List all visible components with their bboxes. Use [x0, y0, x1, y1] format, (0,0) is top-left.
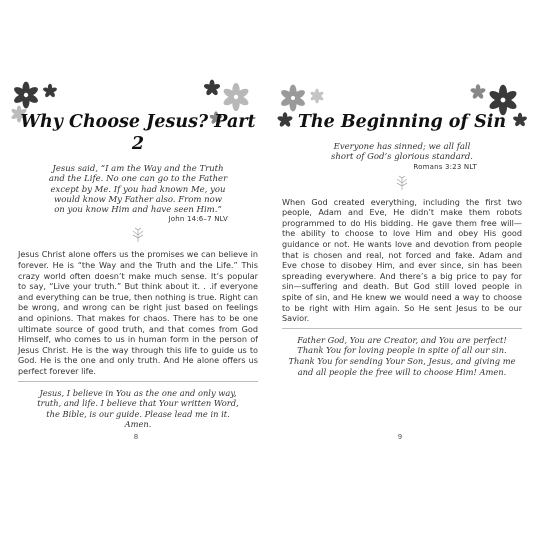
devotional-body: When God created everything, including the first two people, Adam and Eve, He didn’t make them robots programmed to do His bidding. He gave them free will—the ability to choose to love Him and obey His good guidance or not. He wants love and devotion from people that is chosen and real, not forced and fake. Adam and Eve chose to disobey Him, and ever since, sin has been spreading everywhere. And there’s a big price to pay for sin—suffering and death. But God still loved people in spite of sin, and He knew we would need a way to choose to be right with Him again. So He sent Jesus to be our Savior.: [282, 196, 522, 324]
page-title: The Beginning of Sin: [297, 112, 507, 132]
verse-block: [48, 164, 228, 223]
prayer-text: Father God, You are Creator, and You are perfect! Thank You for loving people in spite of all our sin. Thank You for sending Your Son, Jesus, and giving me and all people the free will to choose Him! Amen.: [288, 334, 516, 377]
divider: [18, 381, 258, 382]
sprig-icon: [131, 227, 145, 245]
left-page: [18, 85, 258, 445]
verse-block: [327, 142, 477, 171]
page-number-left: 8: [133, 433, 139, 441]
page-number-right: 9: [397, 433, 403, 441]
scripture-verse: Jesus said, “I am the Way and the Truth and the Life. No one can go to the Father except by Me. If you had known Me, you would know My Father also. From now on you know Him and have seen Him.”: [48, 164, 228, 216]
devotional-body: Jesus Christ alone offers us the promises we can believe in forever. He is “the Way and the Truth and the Life.” This crazy world often doesn’t make much sense. It’s popular to say, “Live your truth.” But think about it. . .if everyone and everything can be true, then nothing is true. Right can be wrong, and wrong can be right just based on feelings and opinions. That makes for chaos. There has to be one ultimate source of good truth, and that comes from God Himself, who comes to us in human form in the person of Jesus Christ. He is the way through this life to guide us to God. He is the one and only truth. And He alone offers us perfect forever life.: [18, 249, 258, 377]
scripture-verse: Everyone has sinned; we all fall short of God’s glorious standard.: [331, 142, 473, 163]
right-page: [282, 85, 522, 445]
prayer-text: Jesus, I believe in You as the one and only way, truth, and life. I believe that Your written Word, the Bible, is our guide. Please lead me in it. Amen.: [37, 387, 239, 430]
sprig-icon: [395, 175, 409, 193]
verse-reference: John 14:6–7 NLV: [168, 215, 228, 224]
page-title: Why Choose Jesus? Part 2: [20, 112, 256, 154]
divider: [282, 328, 522, 329]
verse-reference: Romans 3:23 NLT: [413, 162, 477, 171]
